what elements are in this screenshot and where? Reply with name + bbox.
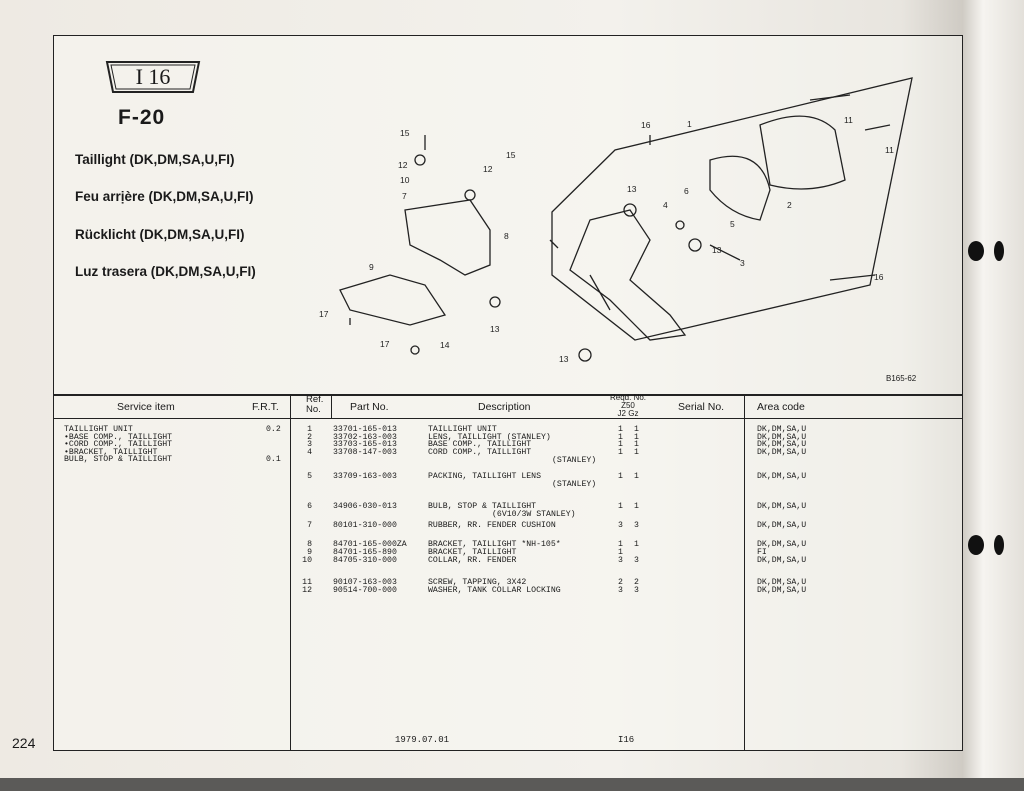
title-french: Feu arrịère (DK,DM,SA,U,FI) [75,189,254,204]
footer-code: I16 [618,735,635,745]
title-german: Rücklicht (DK,DM,SA,U,FI) [75,227,245,242]
callout-10: 10 [400,175,410,185]
service-item-name: •BASE COMP., TAILLIGHT [64,432,173,442]
area-code: DK,DM,SA,U [757,440,807,449]
qty-gz: 1 [634,432,639,442]
part-ref: 1 [307,425,312,434]
callout-11a: 11 [844,115,853,125]
callout-11b: 11 [885,145,894,155]
part-number: 80101-310-000 [333,521,397,530]
qty-j2: 1 [618,425,623,434]
part-number: 90514-700-000 [333,586,397,595]
qty-j2: 1 [618,447,623,457]
part-description: SCREW, TAPPING, 3X42 [428,578,527,587]
qty-j2: 3 [618,586,623,595]
area-code: DK,DM,SA,U [757,521,807,530]
qty-gz: 1 [634,447,639,457]
callout-12b: 12 [483,164,493,174]
packing-shape [710,156,770,220]
area-code: DK,DM,SA,U [757,447,807,457]
exploded-parts-diagram [290,70,920,390]
part-description-continued: (6V10/3W STANLEY) [492,510,576,519]
part-description: COLLAR, RR. FENDER [428,556,517,565]
group-code: F-20 [118,106,166,129]
callout-17a: 17 [319,309,329,319]
header-underline [53,418,963,419]
qty-gz: 2 [634,578,639,587]
part-number: 90107-163-003 [333,578,397,587]
header-service-item: Service item [117,401,175,413]
callout-7: 7 [402,191,407,201]
area-code: DK,DM,SA,U [757,425,807,434]
qty-j2: 1 [618,472,623,481]
qty-gz: 3 [634,521,639,530]
area-code: FI [757,548,767,557]
area-code: DK,DM,SA,U [757,502,807,511]
qty-j2: 3 [618,521,623,530]
binding-hole-right-bottom [994,535,1004,555]
lens-shape [760,116,845,189]
bracket-lower [340,275,445,325]
service-item-name: •BRACKET, TAILLIGHT [64,447,158,457]
binding-hole-top [968,241,984,261]
part-description: BASE COMP., TAILLIGHT [428,440,532,449]
part-ref: 6 [307,502,312,511]
callout-1: 1 [687,119,692,129]
qty-gz: 1 [634,440,639,449]
callout-17b: 17 [380,339,390,349]
part-ref: 5 [307,472,312,481]
callout-6: 6 [684,186,689,196]
binding-hole-right-top [994,241,1004,261]
part-ref: 8 [307,540,312,549]
service-item-frt: 0.1 [266,455,281,465]
part-description-continued: (STANLEY) [552,480,597,489]
qty-gz: 1 [634,540,639,549]
callout-15a: 15 [400,128,410,138]
scan-edge [0,778,1024,791]
part-description: WASHER, TANK COLLAR LOCKING [428,586,561,595]
section-badge: I 16 [135,64,171,89]
callout-13a: 13 [627,184,637,194]
service-item-frt: 0.2 [266,425,281,434]
callout-8: 8 [504,231,509,241]
part-description: PACKING, TAILLIGHT LENS [428,472,542,481]
bracket-upper [405,200,490,275]
part-number: 34906-030-013 [333,502,397,511]
part-ref: 11 [302,578,312,587]
part-description: BRACKET, TAILLIGHT [428,548,517,557]
part-description: LENS, TAILLIGHT (STANLEY) [428,432,551,442]
qty-gz: 1 [634,425,639,434]
part-number: 84701-165-890 [333,548,397,557]
service-item-name: •CORD COMP., TAILLIGHT [64,440,173,450]
header-ref: Ref. No. [306,394,324,415]
title-spanish: Luz trasera (DK,DM,SA,U,FI) [75,264,256,279]
header-description: Description [478,401,531,413]
callout-5: 5 [730,219,735,229]
qty-j2: 1 [618,548,623,557]
area-code: DK,DM,SA,U [757,540,807,549]
qty-j2: 1 [618,502,623,511]
part-description-continued: (STANLEY) [552,455,597,465]
callout-2: 2 [787,200,792,210]
page-number: 224 [12,735,36,751]
callout-4: 4 [663,200,668,210]
area-code: DK,DM,SA,U [757,586,807,595]
part-ref: 9 [307,548,312,557]
footer-date: 1979.07.01 [395,735,450,745]
header-area-code: Area code [757,401,805,413]
service-item-name: BULB, STOP & TAILLIGHT [64,455,173,465]
qty-gz: 3 [634,556,639,565]
header-reqd-no: Reqd. No. Z50 J2 Gz [609,393,647,418]
callout-12a: 12 [398,160,408,170]
part-number: 84701-165-000ZA [333,540,407,549]
part-number: 33701-165-013 [333,425,397,434]
part-ref: 12 [302,586,312,595]
table-top-rule [53,394,963,396]
callout-15b: 15 [506,150,516,160]
callout-16b: 16 [874,272,884,282]
part-ref: 10 [302,556,312,565]
qty-j2: 1 [618,440,623,449]
part-number: 33702-163-003 [333,432,397,442]
part-description: CORD COMP., TAILLIGHT [428,447,532,457]
part-ref: 7 [307,521,312,530]
callout-13b: 13 [490,324,500,334]
col-divider-service [290,394,291,751]
callout-16a: 16 [641,120,651,130]
qty-gz: 1 [634,472,639,481]
area-code: DK,DM,SA,U [757,556,807,565]
part-description: BRACKET, TAILLIGHT *NH-105* [428,540,561,549]
qty-gz: 1 [634,502,639,511]
callout-14: 14 [440,340,450,350]
qty-gz: 3 [634,586,639,595]
part-ref: 3 [307,440,312,449]
part-ref: 2 [307,432,312,442]
header-serial-no: Serial No. [678,401,725,413]
header-frt: F.R.T. [252,401,279,413]
part-number: 33703-165-013 [333,440,397,449]
qty-j2: 1 [618,540,623,549]
callout-13c: 13 [559,354,569,364]
binding-hole-bottom [968,535,984,555]
part-ref: 4 [307,447,312,457]
service-item-name: TAILLIGHT UNIT [64,425,133,434]
col-divider-serial [744,394,745,751]
qty-j2: 3 [618,556,623,565]
part-number: 84705-310-000 [333,556,397,565]
qty-j2: 1 [618,432,623,442]
qty-j2: 2 [618,578,623,587]
area-code: DK,DM,SA,U [757,472,807,481]
callout-3: 3 [740,258,745,268]
diagram-code: B165-62 [886,374,917,383]
header-part-no: Part No. [350,401,389,413]
part-number: 33709-163-003 [333,472,397,481]
part-description: BULB, STOP & TAILLIGHT [428,502,537,511]
callout-9: 9 [369,262,374,272]
part-description: TAILLIGHT UNIT [428,425,497,434]
base-shape [570,210,685,340]
part-number: 33708-147-003 [333,447,397,457]
area-code: DK,DM,SA,U [757,432,807,442]
callout-13d: 13 [712,245,722,255]
part-description: RUBBER, RR. FENDER CUSHION [428,521,556,530]
title-english: Taillight (DK,DM,SA,U,FI) [75,152,235,167]
col-divider-ref [331,394,332,418]
area-code: DK,DM,SA,U [757,578,807,587]
